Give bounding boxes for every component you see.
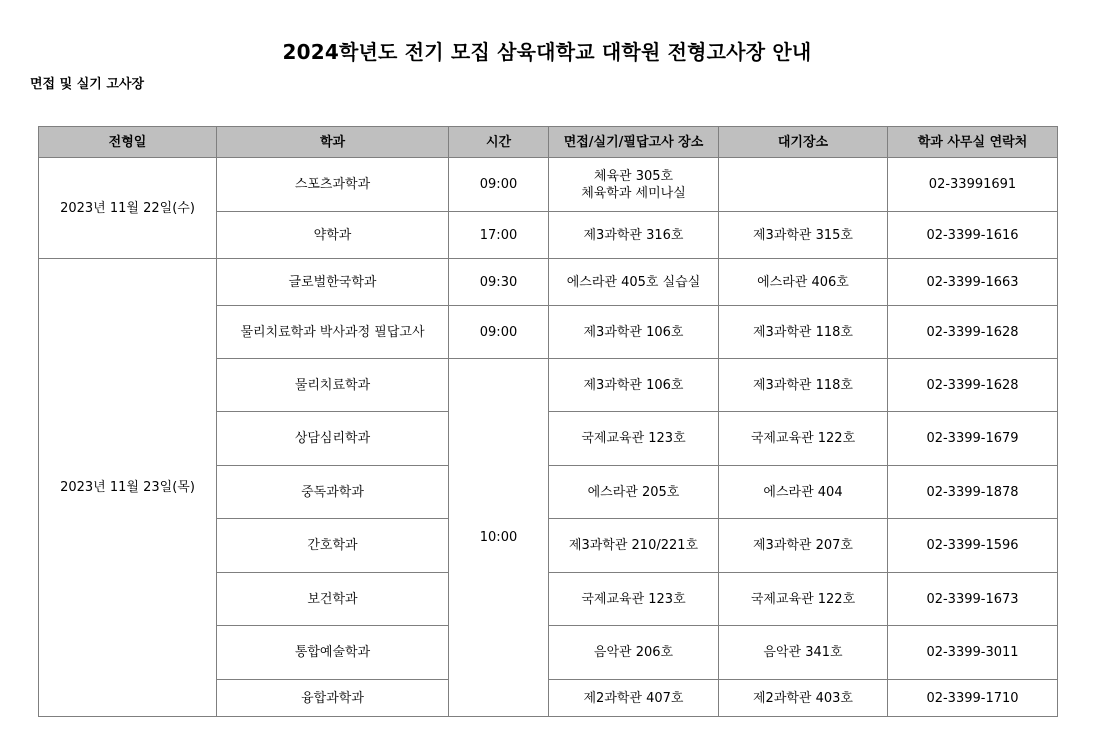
waiting-location-cell: 제3과학관 118호 (719, 359, 888, 412)
table-row (39, 158, 1058, 212)
contact-cell: 02-3399-1878 (888, 466, 1058, 519)
department-cell: 간호학과 (217, 519, 449, 573)
table-row (39, 259, 1058, 306)
contact-cell: 02-3399-1673 (888, 573, 1058, 626)
contact-cell: 02-3399-1663 (888, 259, 1058, 306)
department-cell: 스포츠과학과 (217, 158, 449, 212)
exam-location-cell: 제3과학관 106호 (549, 306, 719, 359)
exam-location-table (38, 126, 1058, 717)
header-waiting-location: 대기장소 (719, 127, 888, 158)
time-cell: 17:00 (449, 212, 549, 259)
exam-location-cell: 음악관 206호 (549, 626, 719, 680)
exam-location-cell (549, 158, 719, 212)
department-cell: 글로벌한국학과 (217, 259, 449, 306)
department-cell: 상담심리학과 (217, 412, 449, 466)
time-cell: 09:00 (449, 158, 549, 212)
waiting-location-cell: 제3과학관 315호 (719, 212, 888, 259)
header-office-contact: 학과 사무실 연락처 (888, 127, 1058, 158)
exam-location-cell: 제3과학관 210/221호 (549, 519, 719, 573)
waiting-location-cell: 제2과학관 403호 (719, 680, 888, 717)
department-cell: 융합과학과 (217, 680, 449, 717)
contact-cell: 02-3399-1710 (888, 680, 1058, 717)
department-cell: 물리치료학과 박사과정 필답고사 (217, 306, 449, 359)
exam-location-cell: 에스라관 205호 (549, 466, 719, 519)
time-cell: 09:00 (449, 306, 549, 359)
department-cell: 보건학과 (217, 573, 449, 626)
exam-location-cell: 제2과학관 407호 (549, 680, 719, 717)
exam-location-cell: 제3과학관 316호 (549, 212, 719, 259)
header-exam-date: 전형일 (39, 127, 217, 158)
waiting-location-cell (719, 158, 888, 212)
time-cell: 10:00 (449, 359, 549, 717)
time-cell: 09:30 (449, 259, 549, 306)
exam-location-cell: 국제교육관 123호 (549, 412, 719, 466)
waiting-location-cell: 제3과학관 118호 (719, 306, 888, 359)
header-time: 시간 (449, 127, 549, 158)
contact-cell: 02-3399-1628 (888, 306, 1058, 359)
exam-date-cell: 2023년 11월 23일(목) (39, 259, 217, 717)
waiting-location-cell: 국제교육관 122호 (719, 412, 888, 466)
contact-cell: 02-3399-1679 (888, 412, 1058, 466)
exam-location-cell: 에스라관 405호 실습실 (549, 259, 719, 306)
section-title: 면접 및 실기 고사장 (30, 77, 145, 92)
header-exam-location: 면접/실기/필답고사 장소 (549, 127, 719, 158)
header-department: 학과 (217, 127, 449, 158)
waiting-location-cell: 에스라관 406호 (719, 259, 888, 306)
waiting-location-cell: 에스라관 404 (719, 466, 888, 519)
waiting-location-cell: 국제교육관 122호 (719, 573, 888, 626)
contact-cell: 02-3399-1596 (888, 519, 1058, 573)
waiting-location-cell: 제3과학관 207호 (719, 519, 888, 573)
page-title: 2024학년도 전기 모집 삼육대학교 대학원 전형고사장 안내 (282, 40, 812, 64)
department-cell: 물리치료학과 (217, 359, 449, 412)
contact-cell: 02-3399-3011 (888, 626, 1058, 680)
waiting-location-cell: 음악관 341호 (719, 626, 888, 680)
department-cell: 통합예술학과 (217, 626, 449, 680)
exam-location-cell: 국제교육관 123호 (549, 573, 719, 626)
contact-cell: 02-3399-1616 (888, 212, 1058, 259)
exam-date-cell: 2023년 11월 22일(수) (39, 158, 217, 259)
contact-cell: 02-33991691 (888, 158, 1058, 212)
department-cell: 중독과학과 (217, 466, 449, 519)
exam-location-cell: 제3과학관 106호 (549, 359, 719, 412)
exam-location-line: 체육관 305호 (593, 168, 674, 184)
department-cell: 약학과 (217, 212, 449, 259)
table-header-row (39, 127, 1058, 158)
exam-location-line: 체육학과 세미나실 (581, 185, 686, 201)
contact-cell: 02-3399-1628 (888, 359, 1058, 412)
